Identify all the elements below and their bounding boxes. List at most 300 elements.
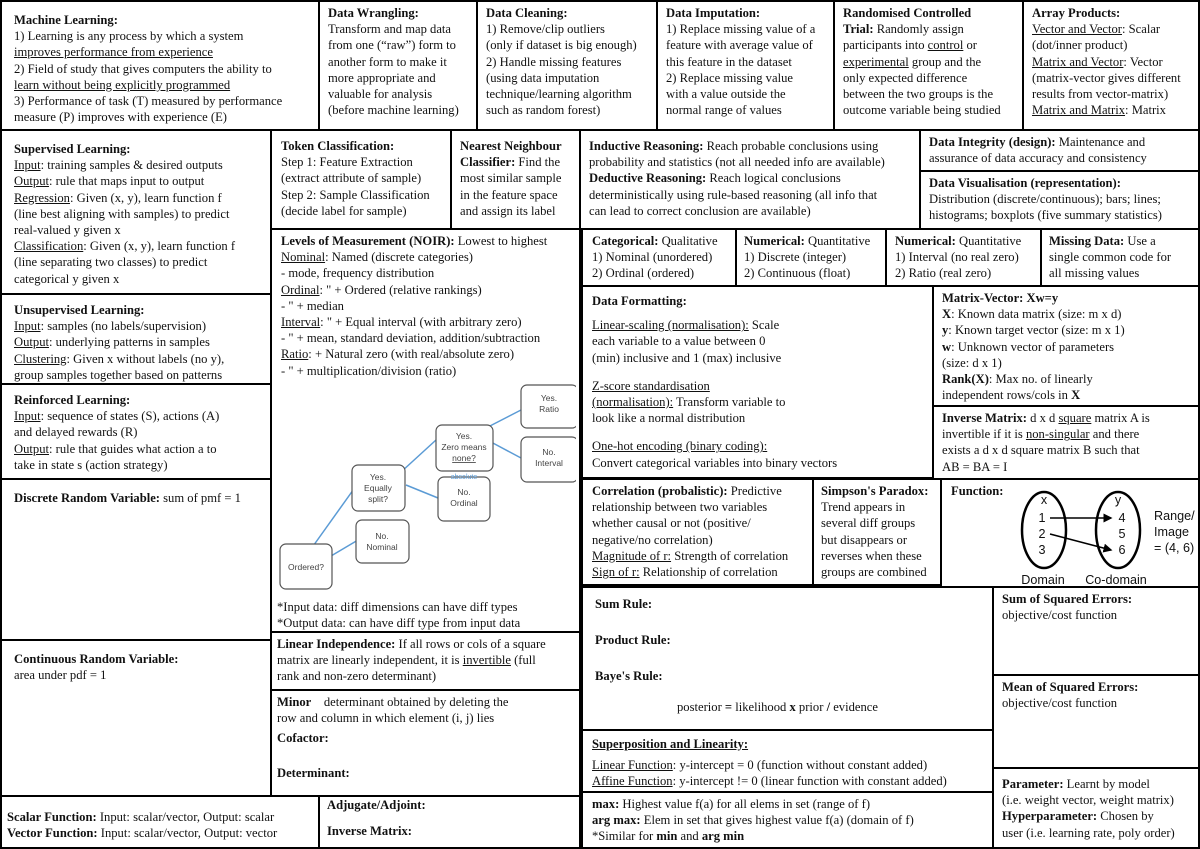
- data-cleaning-title: Data Cleaning:: [486, 6, 568, 20]
- measurement-decision-tree: [276, 380, 576, 600]
- text-line: 1) Remove/clip outliers: [486, 22, 605, 37]
- text: Classifier:: [460, 155, 516, 170]
- text: Output: [14, 441, 49, 456]
- text-line: 1) Discrete (integer): [744, 250, 847, 265]
- text: Vector and Vector: [1032, 22, 1122, 37]
- rct-box: [833, 0, 1024, 131]
- domain-elem-1: 1: [1038, 511, 1046, 525]
- domain-caption: Domain: [1021, 573, 1065, 584]
- text-line: technique/learning algorithm: [486, 87, 632, 102]
- text: : + Natural zero (with real/absolute zero): [308, 347, 515, 362]
- text: invertible: [462, 653, 511, 668]
- tree-node-ordinal-1: No.: [457, 487, 471, 497]
- text: Transform variable to: [673, 395, 786, 410]
- text: Nominal: [281, 250, 326, 265]
- drv-title: Discrete Random Variable:: [14, 491, 160, 505]
- text-line: only expected difference: [843, 70, 968, 85]
- machine-learning-box: [0, 0, 320, 131]
- nearest-neighbour-box: [450, 129, 581, 230]
- text-line: (line separating two classes) to predict: [14, 255, 208, 270]
- minor-title: Minor: [277, 695, 312, 709]
- text-line: Trend appears in: [821, 500, 906, 515]
- range-label-2: Image: [1154, 525, 1190, 539]
- text-line: negative/no correlation): [592, 532, 713, 547]
- unsupervised-learning-title: Unsupervised Learning:: [14, 303, 145, 317]
- text: sum of pmf = 1: [159, 491, 241, 505]
- text: w: [942, 339, 952, 354]
- text-line: all missing values: [1049, 266, 1140, 281]
- ml-line-4: learn without being explicitly programmed: [14, 77, 231, 92]
- range-label-1: Range/: [1154, 509, 1195, 523]
- numerical-discrete-box: [735, 228, 887, 287]
- text-line: 2) Handle missing features: [486, 54, 622, 69]
- text-line: from one (“raw”) form to: [328, 38, 456, 53]
- levels-of-measurement-box: [270, 228, 581, 633]
- text-line: (min) inclusive and 1 (max) inclusive: [592, 350, 782, 365]
- text: : samples (no labels/supervision): [40, 319, 207, 334]
- text-line: 1) Interval (no real zero): [895, 250, 1019, 265]
- data-wrangling-title: Data Wrangling:: [328, 6, 419, 20]
- text: Matrix and Vector: [1032, 54, 1124, 69]
- text-line: most similar sample: [460, 171, 562, 186]
- array-products-title: Array Products:: [1032, 6, 1121, 20]
- discrete-random-variable-box: [0, 478, 272, 641]
- text: Scale: [748, 318, 780, 333]
- text: Randomly assign: [873, 22, 964, 37]
- text: independent rows/cols in: [942, 388, 1072, 403]
- text: invertible if it is: [942, 427, 1026, 442]
- text-line: groups are combined: [821, 565, 927, 580]
- vector-function-title: Vector Function:: [7, 826, 98, 841]
- text-line: assurance of data accuracy and consistency: [929, 151, 1147, 166]
- text: Elem in set that gives highest value f(a) (domain of f): [640, 813, 914, 828]
- linear-independence-title: Linear Independence:: [277, 637, 396, 651]
- text: and: [677, 829, 702, 844]
- tree-node-interval-2: Interval: [535, 458, 563, 468]
- text: : " + Equal interval (with arbitrary zero): [320, 315, 522, 330]
- text: Reach logical conclusions: [706, 171, 841, 186]
- function-title: Function:: [951, 484, 1004, 498]
- text: : Named (discrete categories): [325, 250, 473, 265]
- text-line: relationship between two variables: [592, 500, 768, 515]
- text: =: [724, 699, 733, 714]
- reinforced-learning-box: [0, 383, 272, 480]
- data-integrity-box: [919, 129, 1200, 172]
- text: non-singular: [1025, 427, 1090, 442]
- text: : rule that maps input to output: [48, 174, 205, 189]
- text-line: Z-score standardisation: [592, 378, 710, 393]
- text-line: take in state s (action strategy): [14, 457, 168, 472]
- text-line: more appropriate and: [328, 70, 436, 85]
- text: Clustering: [14, 351, 67, 366]
- inverse-matrix-label: Inverse Matrix:: [327, 824, 412, 839]
- unsupervised-learning-box: [0, 293, 272, 385]
- text: arg min: [701, 829, 745, 844]
- text: Chosen by: [1097, 809, 1154, 824]
- text-line: group samples together based on patterns: [14, 367, 223, 382]
- text: : Unknown vector of parameters: [951, 339, 1115, 354]
- text-line: with a value outside the: [666, 87, 786, 102]
- tree-node-nominal-1: No.: [375, 531, 389, 541]
- data-imputation-title: Data Imputation:: [666, 6, 761, 20]
- domain-label-x: x: [1040, 493, 1048, 507]
- text-line: (dot/inner product): [1032, 38, 1128, 53]
- text: : rule that guides what action a to: [48, 441, 217, 456]
- tree-node-zero-3: none?: [452, 453, 476, 463]
- text-line: in the feature space: [460, 187, 558, 202]
- codomain-caption: Co-domain: [1085, 573, 1147, 584]
- text-line: categorical y given x: [14, 271, 120, 286]
- inverse-matrix-box: [932, 405, 1200, 480]
- text-line: 2) Replace missing value: [666, 70, 793, 85]
- text: matrix A is: [1091, 411, 1150, 425]
- text: Find the: [515, 155, 561, 170]
- text-line: whether causal or not (positive/: [592, 516, 751, 531]
- text: (full: [510, 653, 536, 668]
- codomain-elem-4: 4: [1118, 511, 1126, 525]
- superposition-box: [581, 729, 994, 793]
- text: Use a: [1124, 234, 1156, 248]
- text-line: (only if dataset is big enough): [486, 38, 637, 53]
- parameter-title: Parameter:: [1002, 777, 1064, 791]
- text: : " + Ordered (relative rankings): [319, 282, 482, 297]
- array-products-box: [1022, 0, 1200, 131]
- ml-line-1: 1) Learning is any process by which a system: [14, 29, 244, 44]
- numerical-title: Numerical:: [744, 234, 805, 248]
- machine-learning-title: Machine Learning:: [14, 13, 118, 27]
- tree-node-nominal-2: Nominal: [366, 542, 398, 552]
- text: Learnt by model: [1063, 777, 1150, 791]
- domain-elem-2: 2: [1038, 527, 1046, 541]
- text-line: - " + mean, standard deviation, addition/subtraction: [281, 331, 541, 346]
- codomain-label-y: y: [1114, 493, 1122, 507]
- text: participants into: [843, 38, 928, 53]
- text-line: reverses when these: [821, 548, 922, 563]
- text: X: [1071, 388, 1081, 403]
- tree-node-zero-2: Zero means: [441, 442, 487, 452]
- text: : Known data matrix (size: m x d): [951, 307, 1122, 322]
- text-line: (line best aligning with samples) to predict: [14, 206, 230, 221]
- text-line: but disappears or: [821, 532, 908, 547]
- text: : Vector: [1123, 54, 1163, 69]
- text-line: 2) Ratio (real zero): [895, 266, 992, 281]
- text: Rank(X): [942, 372, 989, 387]
- codomain-elem-6: 6: [1118, 543, 1126, 557]
- text-line: area under pdf = 1: [14, 668, 107, 683]
- text: Maintenance and: [1055, 135, 1146, 149]
- text-line: AB = BA = I: [942, 459, 1008, 474]
- text-line: Step 2: Sample Classification: [281, 187, 430, 202]
- text: Ordinal: [281, 282, 320, 297]
- crv-title: Continuous Random Variable:: [14, 652, 179, 666]
- tree-absolute-label: absolute: [450, 474, 478, 481]
- text-line: such as random forest): [486, 103, 601, 118]
- text: Linear Function: [592, 758, 673, 773]
- ml-line-5: 3) Performance of task (T) measured by performance: [14, 94, 283, 109]
- text: : Given (x, y), learn function f: [83, 239, 236, 254]
- text-line: Step 1: Feature Extraction: [281, 155, 413, 170]
- data-visualisation-box: [919, 170, 1200, 230]
- deductive-title: Deductive Reasoning:: [589, 171, 707, 186]
- tree-node-ratio-1: Yes.: [540, 393, 558, 403]
- determinant-label: Determinant:: [277, 765, 350, 780]
- max-argmax-box: [581, 791, 994, 849]
- text: evidence: [830, 699, 878, 714]
- text-line: probability and statistics (not all needed info are available): [589, 155, 885, 170]
- minor-cofactor-determinant-box: [270, 689, 581, 797]
- text: Output: [14, 174, 49, 189]
- tree-node-interval-1: No.: [542, 447, 556, 457]
- text-line: (i.e. weight vector, weight matrix): [1002, 793, 1174, 808]
- tree-node-ordered: Ordered?: [288, 562, 324, 572]
- text-line: each variable to a value between 0: [592, 334, 766, 349]
- text: Regression: [14, 190, 70, 205]
- correlation-title: Correlation (probalistic):: [592, 484, 728, 498]
- text-line: objective/cost function: [1002, 696, 1118, 711]
- noir-title: Levels of Measurement (NOIR):: [281, 234, 455, 248]
- text-line: (before machine learning): [328, 103, 459, 118]
- text: /: [826, 699, 831, 714]
- hyperparameter-title: Hyperparameter:: [1002, 809, 1098, 824]
- text: likelihood: [732, 699, 790, 714]
- domain-elem-3: 3: [1038, 543, 1046, 557]
- text: : y-intercept != 0 (linear function with constant added): [672, 774, 947, 789]
- text-line: - mode, frequency distribution: [281, 266, 435, 281]
- text-line: (matrix-vector gives different: [1032, 70, 1181, 85]
- text: : Known target vector (size: m x 1): [948, 323, 1125, 338]
- text: : training samples & desired outputs: [40, 158, 223, 173]
- text-line: this feature in the dataset: [666, 54, 792, 69]
- text-line: outcome variable being studied: [843, 103, 1001, 118]
- text: Input: [14, 409, 41, 424]
- tree-node-ordinal-2: Ordinal: [450, 498, 478, 508]
- text-line: can lead to correct conclusion are available): [589, 203, 811, 218]
- text: Matrix and Matrix: [1032, 103, 1126, 118]
- text: Qualitative: [658, 234, 718, 248]
- text: Magnitude of r:: [592, 548, 672, 563]
- numerical-interval-box: [885, 228, 1042, 287]
- probability-rules-box: [581, 586, 994, 731]
- text: and there: [1089, 427, 1140, 442]
- text: If all rows or cols of a square: [395, 637, 546, 651]
- function-mapping-diagram: [946, 484, 1196, 584]
- text: Input: [14, 158, 41, 173]
- adjugate-label: Adjugate/Adjoint:: [327, 798, 426, 812]
- text-line: and delayed rewards (R): [14, 425, 138, 440]
- text-line: Convert categorical variables into binary vectors: [592, 455, 838, 470]
- text-line: results from vector-matrix): [1032, 87, 1169, 102]
- matrix-vector-box: [932, 285, 1200, 407]
- bayes-rule-label: Baye's Rule:: [595, 669, 663, 684]
- data-wrangling-box: [318, 0, 478, 131]
- text: : Scalar: [1122, 22, 1161, 37]
- text: Classification: [14, 239, 84, 254]
- sum-rule-label: Sum Rule:: [595, 597, 653, 611]
- text: d x d: [1026, 411, 1059, 425]
- codomain-elem-5: 5: [1118, 527, 1126, 541]
- sse-box: [992, 586, 1200, 676]
- text: : y-intercept = 0 (function without constant added): [672, 758, 928, 773]
- missing-data-box: [1040, 228, 1200, 287]
- text-line: row and column in which element (i, j) lies: [277, 711, 495, 726]
- text-line: several diff groups: [821, 516, 916, 531]
- max-title: max:: [592, 797, 620, 811]
- text: y: [942, 323, 949, 338]
- text: Quantitative: [955, 234, 1022, 248]
- mse-box: [992, 674, 1200, 769]
- text: : sequence of states (S), actions (A): [40, 409, 220, 424]
- tree-node-equally-2: Equally: [364, 483, 392, 493]
- mse-title: Mean of Squared Errors:: [1002, 680, 1139, 694]
- token-classification-title: Token Classification:: [281, 139, 395, 153]
- simpsons-paradox-box: [812, 478, 942, 586]
- text-line: deterministically using rule-based reasoning (all info that: [589, 187, 878, 202]
- text: min: [656, 829, 678, 844]
- text: Sign of r:: [592, 565, 640, 580]
- reasoning-box: [579, 129, 921, 230]
- text-line: another form to make it: [328, 54, 447, 69]
- text: or: [963, 38, 977, 53]
- text-line: One-hot encoding (binary coding):: [592, 439, 768, 454]
- text: : Matrix: [1125, 103, 1166, 118]
- text-line: 2) Ordinal (ordered): [592, 266, 695, 281]
- text-line: (decide label for sample): [281, 203, 407, 218]
- range-label-3: = (4, 6): [1154, 541, 1195, 555]
- sse-title: Sum of Squared Errors:: [1002, 592, 1133, 606]
- categorical-title: Categorical:: [592, 234, 659, 248]
- text: Relationship of correlation: [639, 565, 778, 580]
- tree-node-equally-3: split?: [368, 494, 388, 504]
- text: square: [1058, 411, 1092, 425]
- text-line: Transform and map data: [328, 22, 451, 37]
- bayes-formula: [595, 699, 988, 715]
- simpsons-paradox-title: Simpson's Paradox:: [821, 484, 929, 498]
- text: : Given x without labels (no y),: [66, 351, 225, 366]
- text: Strength of correlation: [671, 548, 789, 563]
- text: Input: scalar/vector, Output: vector: [97, 826, 278, 841]
- categorical-box: [581, 228, 737, 287]
- text: Input: [14, 319, 41, 334]
- scalar-function-title: Scalar Function:: [7, 810, 97, 824]
- matrix-vector-title: Matrix-Vector: Xw=y: [942, 291, 1059, 305]
- text-line: look like a normal distribution: [592, 411, 746, 426]
- text: Output: [14, 335, 49, 350]
- text-line: 1) Replace missing value of a: [666, 22, 816, 37]
- rct-title: Randomised Controlled: [843, 6, 972, 20]
- function-box: [940, 478, 1200, 588]
- ml-line-6: measure (P) improves with experience (E): [14, 110, 227, 125]
- rct-title-2: Trial:: [843, 22, 874, 37]
- tree-node-equally-1: Yes.: [369, 472, 387, 482]
- inverse-matrix-title: Inverse Matrix:: [942, 411, 1027, 425]
- text: (normalisation):: [592, 395, 674, 410]
- text: experimental: [843, 54, 909, 69]
- text: Interval: [281, 315, 321, 330]
- text: : Max no. of linearly: [988, 372, 1093, 387]
- data-cleaning-box: [476, 0, 658, 131]
- inductive-title: Inductive Reasoning:: [589, 139, 704, 153]
- data-formatting-title: Data Formatting:: [592, 294, 687, 308]
- text-line: (using data imputation: [486, 70, 600, 85]
- text-line: - " + multiplication/division (ratio): [281, 363, 457, 378]
- data-integrity-title: Data Integrity (design):: [929, 135, 1056, 149]
- text: determinant obtained by deleting the: [311, 695, 509, 709]
- data-formatting-box: [581, 285, 934, 479]
- cofactor-label: Cofactor:: [277, 731, 329, 746]
- text-line: *Input data: diff dimensions can have diff types: [277, 600, 518, 614]
- text-line: user (i.e. learning rate, poly order): [1002, 825, 1175, 840]
- text: posterior: [677, 699, 725, 714]
- text-line: (size: d x 1): [942, 355, 1002, 370]
- scalar-vector-function-box: [0, 795, 320, 849]
- text-line: normal range of values: [666, 103, 782, 118]
- continuous-random-variable-box: [0, 639, 272, 797]
- token-classification-box: [270, 129, 452, 230]
- parameter-box: [992, 767, 1200, 849]
- linear-independence-box: [270, 631, 581, 691]
- text: control: [927, 38, 964, 53]
- text-line: and assign its label: [460, 203, 556, 218]
- data-visualisation-title: Data Visualisation (representation):: [929, 176, 1121, 190]
- tree-node-zero-1: Yes.: [455, 431, 473, 441]
- text-line: 1) Nominal (unordered): [592, 250, 713, 265]
- ml-line-3: 2) Field of study that gives computers the ability to: [14, 61, 272, 76]
- text: prior: [795, 699, 827, 714]
- text: Input: scalar/vector, Output: scalar: [96, 810, 275, 824]
- ml-line-2: improves performance from experience: [14, 45, 213, 60]
- text-line: valuable for analysis: [328, 87, 433, 102]
- missing-data-title: Missing Data:: [1049, 234, 1125, 248]
- reinforced-learning-title: Reinforced Learning:: [14, 393, 131, 407]
- text: Reach probable conclusions using: [703, 139, 879, 153]
- text: Predictive: [727, 484, 782, 498]
- product-rule-label: Product Rule:: [595, 633, 671, 648]
- correlation-box: [581, 478, 814, 586]
- text: : Given (x, y), learn function f: [69, 190, 222, 205]
- text-line: histograms; boxplots (five summary statistics): [929, 208, 1162, 223]
- text: Linear-scaling (normalisation):: [592, 318, 749, 333]
- superposition-title: Superposition and Linearity:: [592, 737, 749, 751]
- text-line: Distribution (discrete/continuous); bars; lines;: [929, 192, 1161, 207]
- text-line: rank and non-zero determinant): [277, 669, 437, 684]
- text: Lowest to highest: [454, 234, 548, 248]
- text: Ratio: [281, 347, 309, 362]
- text: group and the: [908, 54, 982, 69]
- supervised-learning-box: [0, 129, 272, 295]
- text: X: [942, 307, 952, 322]
- text-line: 2) Continuous (float): [744, 266, 851, 281]
- text-line: real-valued y given x: [14, 223, 121, 238]
- text-line: - " + median: [281, 298, 344, 313]
- text-line: feature with average value of: [666, 38, 813, 53]
- text-line: single common code for: [1049, 250, 1172, 265]
- text: *Similar for: [592, 829, 657, 844]
- text-line: between the two groups is the: [843, 87, 994, 102]
- tree-node-ratio-2: Ratio: [539, 404, 559, 414]
- text: matrix are linearly independent, it is: [277, 653, 463, 668]
- text: Quantitative: [804, 234, 871, 248]
- argmax-title: arg max:: [592, 813, 641, 828]
- text-line: (extract attribute of sample): [281, 171, 422, 186]
- text-line: objective/cost function: [1002, 608, 1118, 623]
- supervised-learning-title: Supervised Learning:: [14, 142, 131, 156]
- text-line: *Output data: can have diff type from input data: [277, 616, 521, 630]
- nn-title: Nearest Neighbour: [460, 139, 562, 153]
- text-line: exists a d x d square matrix B such that: [942, 443, 1140, 458]
- data-imputation-box: [656, 0, 835, 131]
- text: Highest value f(a) for all elems in set (range of f): [619, 797, 871, 811]
- numerical-title: Numerical:: [895, 234, 956, 248]
